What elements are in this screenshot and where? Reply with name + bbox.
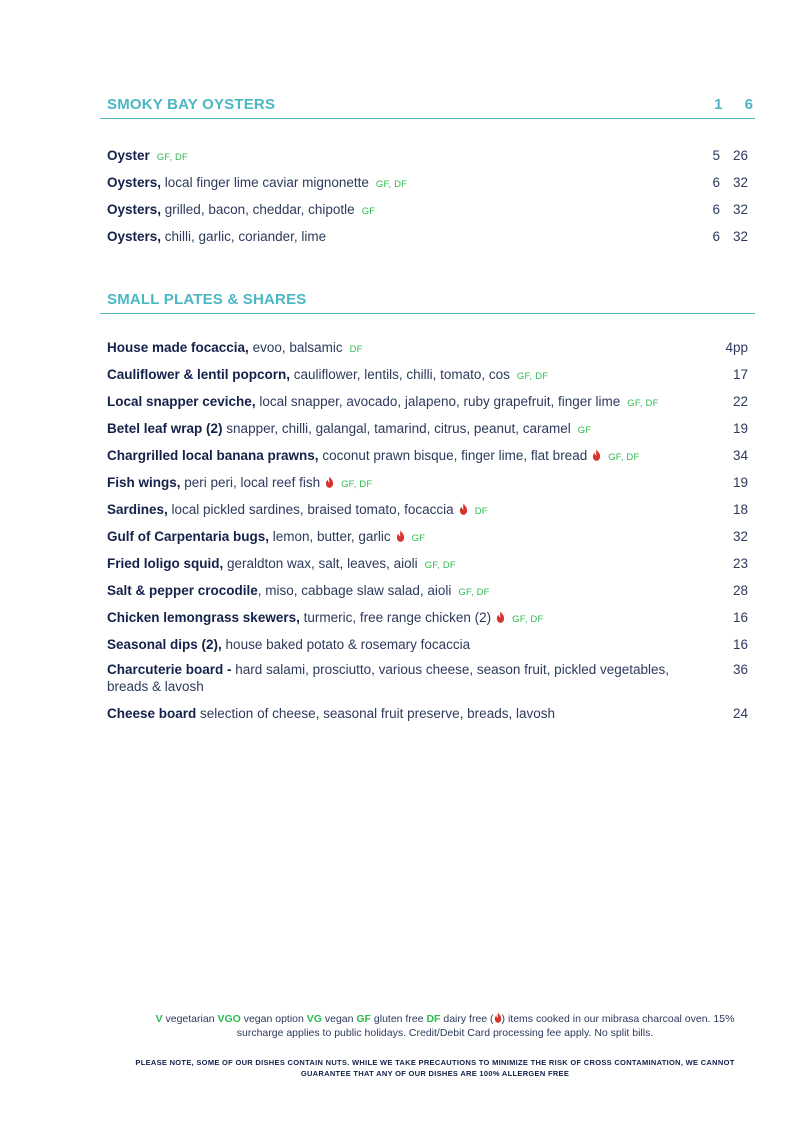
item-price: 24 [732,706,748,721]
menu-item [107,366,748,385]
menu-item [107,201,748,220]
col-6-label: 6 [744,96,753,113]
item-description: , miso, cabbage slaw salad, aioli [257,583,452,598]
quantity-columns [696,96,753,113]
legend-vg: VG [306,1013,322,1025]
price-6: 32 [732,175,748,190]
dietary-tag: GF, DF [512,614,544,625]
dietary-tag: GF [361,206,376,217]
item-name: Oysters, [107,175,162,190]
price-1: 6 [712,229,720,244]
item-price: 19 [732,421,748,436]
legend-text: vegetarian [162,1013,218,1025]
menu-item [107,147,748,166]
item-name: Fish wings, [107,475,181,490]
dietary-tag: GF [577,425,592,436]
menu-item [107,661,748,695]
item-price: 28 [732,583,748,598]
small-plates-list [100,314,755,722]
menu-item [107,582,748,601]
dietary-tag: DF [474,506,488,517]
item-name: Gulf of Carpentaria bugs, [107,529,270,544]
menu-item [107,609,748,628]
item-price: 23 [732,556,748,571]
menu-item [107,528,748,547]
item-description: selection of cheese, seasonal fruit preserve, breads, lavosh [196,706,555,721]
item-price: 36 [732,662,748,677]
dietary-legend [140,1012,750,1040]
item-price: 22 [732,394,748,409]
menu-item [107,501,748,520]
menu-item [107,228,748,245]
item-name: House made focaccia, [107,340,249,355]
flame-icon [459,503,468,515]
item-description: turmeric, free range chicken (2) [299,610,492,625]
item-name: Cauliflower & lentil popcorn, [107,367,291,382]
menu-item [107,705,748,722]
item-description: grilled, bacon, cheddar, chipotle [161,202,355,217]
dietary-tag: DF [349,344,363,355]
item-description: local snapper, avocado, jalapeno, ruby grapefruit, finger lime [255,394,621,409]
legend-text: vegan [321,1013,357,1025]
flame-icon [496,611,505,623]
item-description: house baked potato & rosemary focaccia [221,637,471,652]
item-description: peri peri, local reef fish [180,475,321,490]
item-name: Seasonal dips (2), [107,637,222,652]
item-name: Chicken lemongrass skewers, [107,610,300,625]
item-description: lemon, butter, garlic [269,529,391,544]
item-description: snapper, chilli, galangal, tamarind, citrus, peanut, caramel [222,421,571,436]
item-prices [712,201,748,218]
menu-item [107,447,748,466]
price-1: 6 [712,175,720,190]
item-name: Cheese board [107,706,197,721]
flame-icon [592,449,601,461]
item-description: hard salami, prosciutto, various cheese, season fruit, pickled vegetables, breads & lavosh [107,662,670,694]
menu-item [107,339,748,358]
menu-item [107,393,748,412]
item-description: chilli, garlic, coriander, lime [161,229,327,244]
menu-item [107,636,748,653]
dietary-tag: GF, DF [424,560,456,571]
item-price: 18 [732,502,748,517]
menu-item [107,174,748,193]
legend-text: dairy free ( [440,1013,494,1025]
item-price: 4pp [725,340,748,355]
item-name: Oyster [107,148,150,163]
legend-text: vegan option [240,1013,307,1025]
legend-text: ) items cooked in our mibrasa charcoal oven. 15% surcharge applies to public holidays. Credit/Debit Card processing fee apply. No split bills. [236,1013,735,1039]
item-prices [712,228,748,245]
flame-icon [494,1012,502,1023]
dietary-tag: GF, DF [516,371,549,382]
item-price: 16 [732,610,748,625]
flame-icon [396,530,405,542]
dietary-tag: GF, DF [608,452,640,463]
item-price: 32 [732,529,748,544]
dietary-tag: GF, DF [156,152,189,163]
item-name: Salt & pepper crocodile [107,583,258,598]
section-title: SMALL PLATES & SHARES [107,291,307,308]
price-1: 6 [712,202,720,217]
item-description: cauliflower, lentils, chilli, tomato, cos [290,367,510,382]
dietary-tag: GF, DF [341,479,373,490]
legend-gf: GF [356,1013,371,1025]
menu-item [107,555,748,574]
item-price: 17 [732,367,748,382]
dietary-tag: GF, DF [627,398,659,409]
oysters-section [100,96,755,245]
oysters-list [100,119,755,245]
price-1: 5 [712,148,720,163]
item-description: coconut prawn bisque, finger lime, flat bread [318,448,588,463]
item-description: geraldton wax, salt, leaves, aioli [223,556,418,571]
section-title: SMOKY BAY OYSTERS [107,96,276,113]
allergen-note: PLEASE NOTE, SOME OF OUR DISHES CONTAIN NUTS. WHILE WE TAKE PRECAUTIONS TO MINIMIZE THE RISK OF CROSS CONTAMINATION, WE CANNOT GUARANTEE THAT ANY OF OUR DISHES ARE 100% ALLERGEN FREE [135,1058,735,1078]
item-name: Chargrilled local banana prawns, [107,448,319,463]
item-name: Local snapper ceviche, [107,394,256,409]
small-plates-header [100,291,755,314]
legend-text: gluten free [370,1013,427,1025]
price-6: 26 [732,148,748,163]
price-6: 32 [732,229,748,244]
item-name: Charcuterie board - [107,662,232,677]
item-name: Oysters, [107,229,162,244]
item-prices [712,147,748,164]
price-6: 32 [732,202,748,217]
dietary-tag: GF, DF [458,587,490,598]
legend-df: DF [426,1013,441,1025]
legend-v: V [155,1013,163,1025]
item-price: 34 [732,448,748,463]
legend-vgo: VGO [217,1013,241,1025]
item-name: Fried loligo squid, [107,556,224,571]
dietary-tag: GF [411,533,426,544]
item-name: Oysters, [107,202,162,217]
item-description: evoo, balsamic [248,340,343,355]
item-prices [712,174,748,191]
dietary-tag: GF, DF [375,179,408,190]
menu-item [107,420,748,439]
menu-item [107,474,748,493]
flame-icon [325,476,334,488]
item-description: local finger lime caviar mignonette [161,175,369,190]
oysters-header [100,96,755,119]
item-name: Betel leaf wrap (2) [107,421,223,436]
small-plates-section [100,291,755,722]
col-1-label: 1 [714,96,723,113]
item-price: 16 [732,637,748,652]
item-price: 19 [732,475,748,490]
item-name: Sardines, [107,502,168,517]
item-description: local pickled sardines, braised tomato, focaccia [167,502,454,517]
